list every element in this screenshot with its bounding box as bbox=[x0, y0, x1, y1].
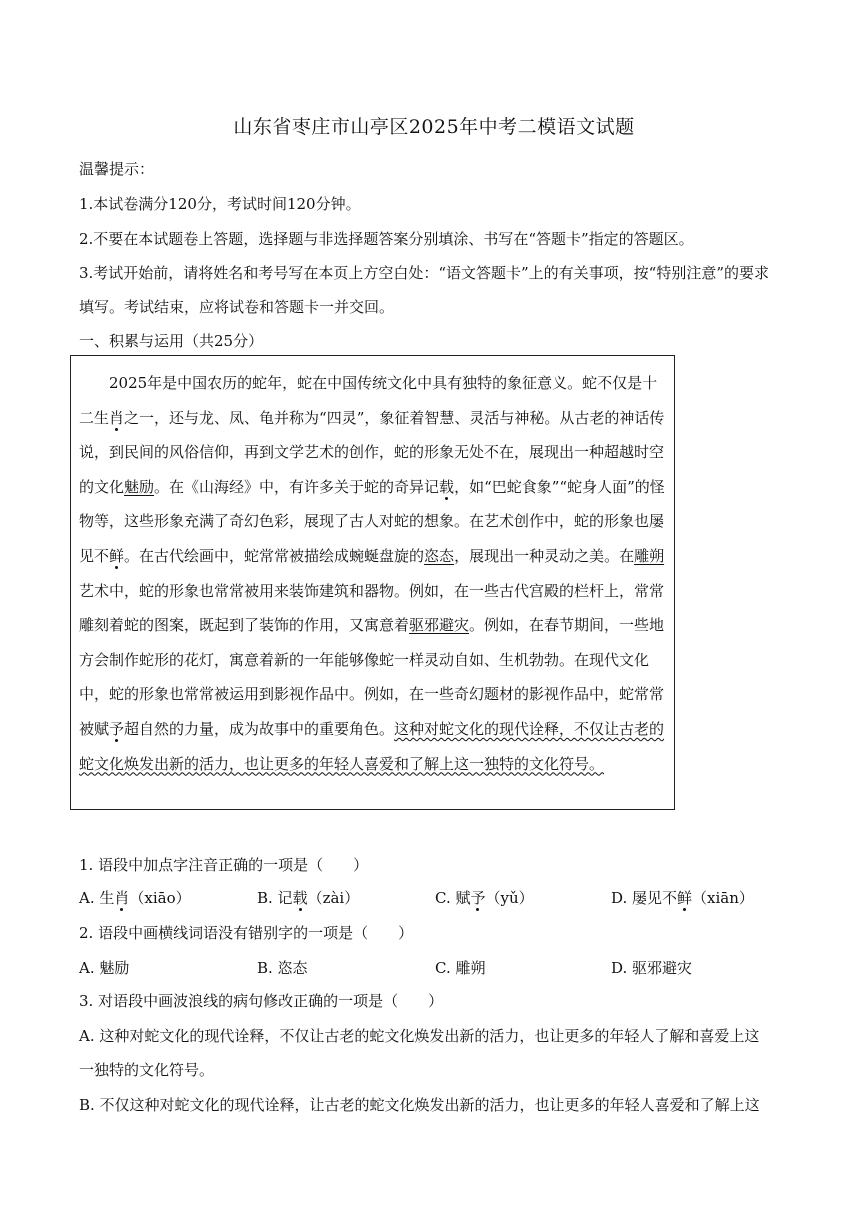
dotted-char: 肖 bbox=[109, 408, 125, 427]
exam-title: 山东省枣庄市山亭区2025年中考二模语文试题 bbox=[233, 116, 635, 138]
notice-item-1: 1.本试卷满分120分，考试时间120分钟。 bbox=[79, 195, 361, 213]
q3-option-b: B. 不仅这种对蛇文化的现代诠释，让古老的蛇文化焕发出新的活力，也让更多的年轻人喜爱和了解上这 bbox=[79, 1096, 760, 1114]
dotted-char: 予 bbox=[109, 719, 125, 738]
dotted-char: 载 bbox=[439, 477, 455, 496]
q1-option-d: D. 屡见不鲜（xiān） bbox=[611, 889, 754, 907]
notice-item-3: 3.考试开始前，请将姓名和考号写在本页上方空白处：“语文答题卡”上的有关事项，按“特别注意”的要求 bbox=[79, 264, 769, 282]
passage-text: 艺术中，蛇的形象也常常被用来装饰建筑和器物。例如，在一些古代宫殿的栏杆上，常常雕刻着蛇的图案，既起到了装饰的作用，又寓意着 bbox=[79, 581, 665, 635]
question-2-stem: 2. 语段中画横线词语没有错别字的一项是（ ） bbox=[79, 924, 414, 942]
underlined-word: 驱邪避灾 bbox=[409, 616, 470, 635]
notice-item-2: 2.不要在本试题卷上答题，选择题与非选择题答案分别填涂、书写在“答题卡”指定的答题区。 bbox=[79, 230, 694, 248]
question-1-stem: 1. 语段中加点字注音正确的一项是（ ） bbox=[79, 856, 369, 874]
underlined-word: 雕朔 bbox=[634, 546, 665, 565]
wavy-underlined-sentence: 这种对蛇文化的现代诠释，不仅让古老的蛇文化焕发出新的活力，也让更多的年轻人喜爱和了解上这一独特的文化符号。 bbox=[79, 719, 665, 773]
q2-option-a: A. 魅励 bbox=[79, 959, 130, 977]
reading-passage bbox=[79, 366, 667, 781]
passage-text: ，如“巴蛇食象”“蛇身人面”的怪物等，这些形象充满了奇幻色彩，展现了古人对蛇的想象。在艺术创作中，蛇的形象也屡见不 bbox=[79, 477, 665, 565]
q1-option-c: C. 赋予（yǔ） bbox=[435, 889, 534, 907]
passage-text: 之一，还与龙、凤、龟并称为“四灵”，象征着智慧、灵活与神秘。从古老的神话传说，到民间的风俗信仰，再到文学艺术的创作，蛇的形象无处不在，展现出一种超越时空的文化 bbox=[79, 408, 665, 496]
question-3-stem: 3. 对语段中画波浪线的病句修改正确的一项是（ ） bbox=[79, 992, 444, 1010]
notice-item-3-cont: 填写。考试结束，应将试卷和答题卡一并交回。 bbox=[79, 298, 395, 316]
section-heading: 一、积累与运用（共25分） bbox=[79, 332, 264, 350]
underlined-word: 魅励 bbox=[124, 477, 155, 496]
q2-option-d: D. 驱邪避灾 bbox=[611, 959, 693, 977]
q1-option-a: A. 生肖（xiāo） bbox=[79, 889, 191, 907]
q1-option-b: B. 记载（zài） bbox=[257, 889, 360, 907]
dotted-char: 鲜 bbox=[109, 546, 125, 565]
passage-text: 。例如，在春节期间，一些地方会制作蛇形的花灯，寓意着新的一年能够像蛇一样灵动自如、生机勃勃。在现代文化中，蛇的形象也常常被运用到影视作品中。例如，在一些奇幻题材的影视作品中，蛇常常被赋 bbox=[79, 616, 665, 738]
passage-text: ，展现出一种灵动之美。在 bbox=[454, 546, 635, 565]
passage-text: 2025年是中国农历的蛇年，蛇在中国传统文化中具有独特的象征意义。蛇不仅是十二生 bbox=[79, 374, 658, 427]
underlined-word: 恣态 bbox=[424, 546, 455, 565]
passage-text: 。在古代绘画中，蛇常常被描绘成蜿蜒盘旋的 bbox=[124, 546, 425, 565]
notice-heading: 温馨提示： bbox=[79, 160, 155, 178]
q3-option-a: A. 这种对蛇文化的现代诠释，不仅让古老的蛇文化焕发出新的活力，也让更多的年轻人了解和喜爱上这 bbox=[79, 1027, 760, 1045]
passage-box bbox=[70, 355, 675, 810]
q3-option-a-cont: 一独特的文化符号。 bbox=[79, 1061, 215, 1079]
passage-text: 超自然的力量，成为故事中的重要角色。 bbox=[124, 719, 395, 738]
q2-option-c: C. 雕朔 bbox=[435, 959, 486, 977]
passage-text: 。在《山海经》中，有许多关于蛇的奇异记 bbox=[154, 477, 440, 496]
q2-option-b: B. 恣态 bbox=[257, 959, 308, 977]
